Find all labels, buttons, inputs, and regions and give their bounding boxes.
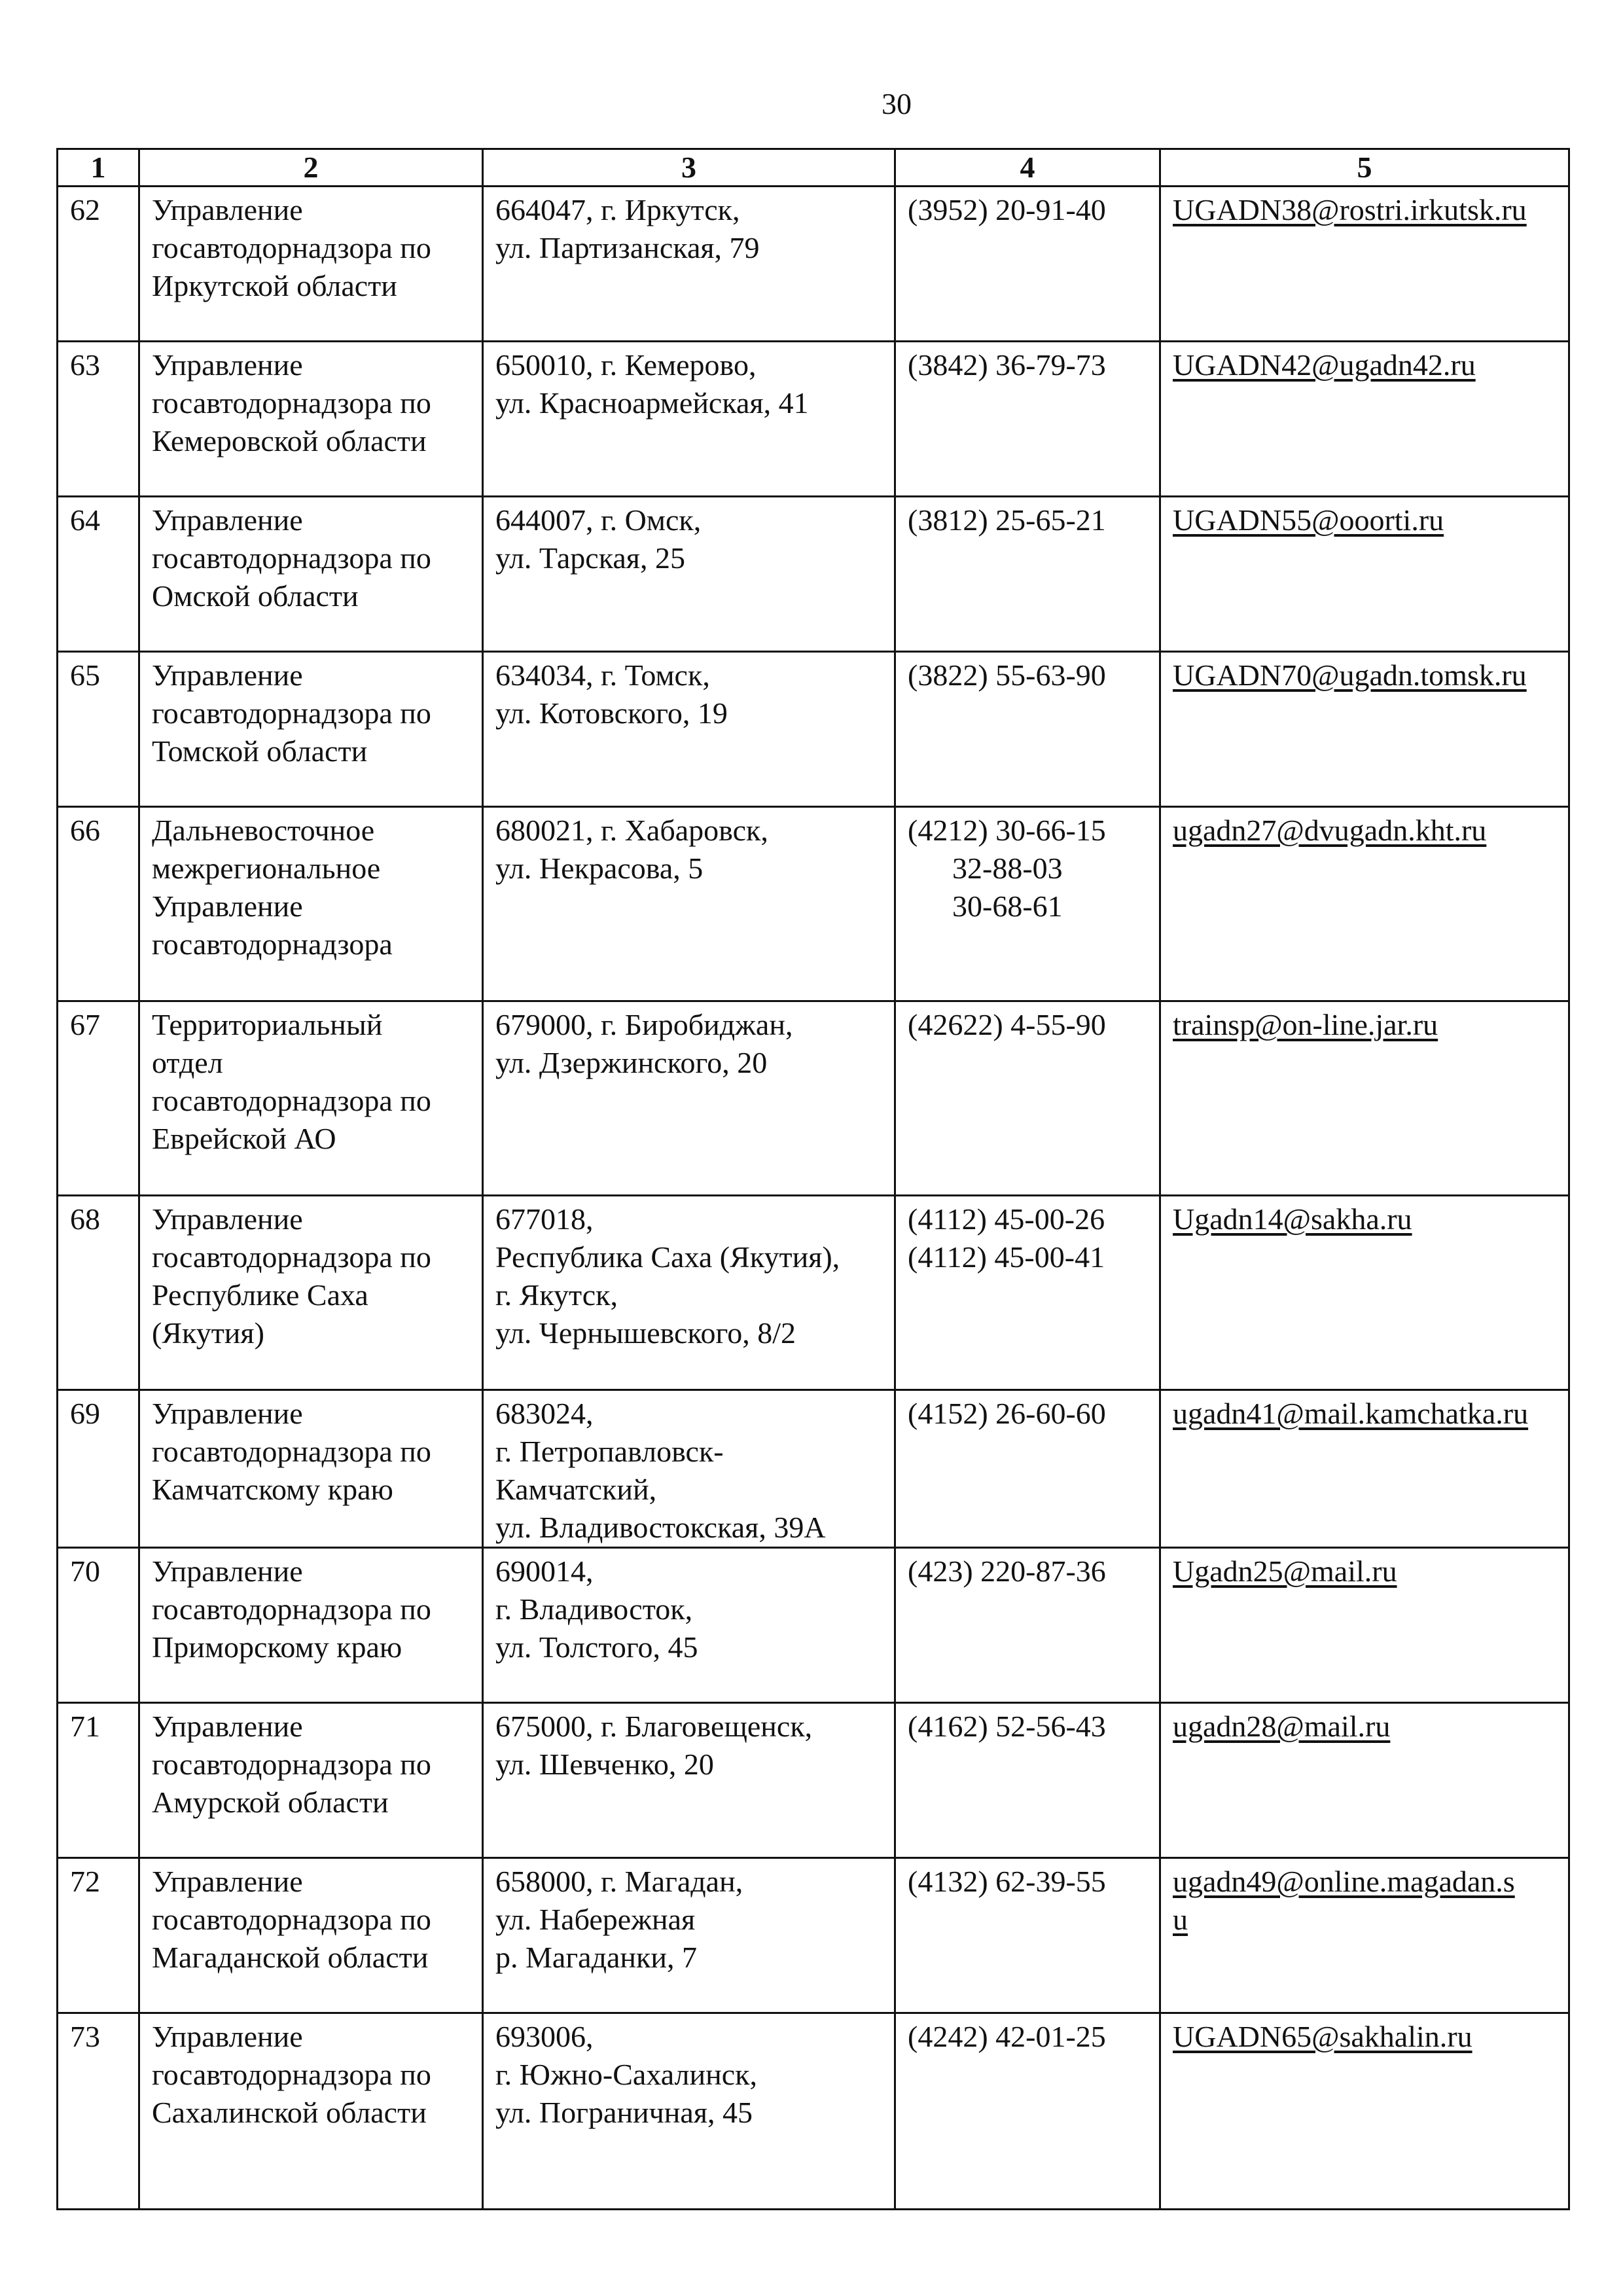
- address-cell: [483, 187, 895, 342]
- table-row: [58, 1196, 1569, 1390]
- organization-line: Управление: [152, 1710, 303, 1743]
- organization-line: Кемеровской области: [152, 424, 427, 457]
- organization-line: Управление: [152, 348, 303, 382]
- address-cell: [483, 652, 895, 807]
- phone-line: (42622) 4-55-90: [908, 1008, 1106, 1041]
- address-line: ул. Дзержинского, 20: [495, 1046, 768, 1079]
- email-cell: [1160, 807, 1569, 1001]
- address-line: ул. Тарская, 25: [495, 541, 685, 575]
- organization-line: госавтодорнадзора по: [152, 231, 431, 264]
- email-cell: [1160, 1703, 1569, 1858]
- address-cell: [483, 1196, 895, 1390]
- phone-line: 32-88-03: [952, 852, 1063, 885]
- phone-cell: [895, 187, 1160, 342]
- organization-line: отдел: [152, 1046, 223, 1079]
- phone-line: (4242) 42-01-25: [908, 2020, 1106, 2053]
- address-line: ул. Некрасова, 5: [495, 852, 704, 885]
- phone-line: (4212) 30-66-15: [908, 814, 1106, 847]
- page-number: 30: [882, 87, 912, 120]
- organization-line: госавтодорнадзора по: [152, 1903, 431, 1936]
- row-number: 63: [58, 342, 139, 497]
- row-number: 66: [58, 807, 139, 1001]
- organization-line: Камчатскому краю: [152, 1473, 393, 1506]
- organization-line: Республике Саха: [152, 1278, 368, 1312]
- table-row: [58, 187, 1569, 342]
- address-line: г. Петропавловск-: [495, 1435, 724, 1468]
- address-line: 679000, г. Биробиджан,: [495, 1008, 793, 1041]
- table-row: [58, 1390, 1569, 1548]
- organization-line: госавтодорнадзора: [152, 927, 393, 961]
- organization-line: госавтодорнадзора по: [152, 386, 431, 420]
- header-row: [58, 149, 1569, 187]
- address-cell: [483, 1548, 895, 1703]
- table-row: [58, 342, 1569, 497]
- row-number: 68: [58, 1196, 139, 1390]
- organization-line: Магаданской области: [152, 1941, 429, 1974]
- row-number: 69: [58, 1390, 139, 1548]
- organization-line: Управление: [152, 1865, 303, 1898]
- contacts-table: [56, 148, 1570, 2210]
- organization-line: Управление: [152, 503, 303, 537]
- header-col-4: 4: [895, 149, 1160, 187]
- phone-line: (423) 220-87-36: [908, 1554, 1106, 1588]
- email-cell: [1160, 652, 1569, 807]
- address-line: г. Южно-Сахалинск,: [495, 2058, 758, 2091]
- table-body: [58, 187, 1569, 2210]
- table-row: [58, 1001, 1569, 1196]
- organization-line: Амурской области: [152, 1785, 389, 1819]
- row-number: 71: [58, 1703, 139, 1858]
- organization-cell: [139, 1390, 483, 1548]
- organization-line: Сахалинской области: [152, 2096, 427, 2129]
- email-link[interactable]: ugadn27@dvugadn.kht.ru: [1173, 814, 1487, 847]
- organization-line: госавтодорнадзора по: [152, 1435, 431, 1468]
- address-line: 683024,: [495, 1397, 594, 1430]
- address-line: ул. Котовского, 19: [495, 696, 728, 730]
- email-cell: [1160, 1001, 1569, 1196]
- email-link[interactable]: UGADN70@ugadn.tomsk.ru: [1173, 658, 1527, 692]
- organization-cell: [139, 807, 483, 1001]
- organization-cell: [139, 652, 483, 807]
- email-link[interactable]: UGADN55@ooorti.ru: [1173, 503, 1444, 537]
- organization-line: госавтодорнадзора по: [152, 541, 431, 575]
- address-line: ул. Пограничная, 45: [495, 2096, 753, 2129]
- header-col-1: 1: [58, 149, 139, 187]
- row-number: 72: [58, 1858, 139, 2013]
- phone-line: (3842) 36-79-73: [908, 348, 1106, 382]
- email-cell: [1160, 1390, 1569, 1548]
- address-line: 693006,: [495, 2020, 594, 2053]
- phone-cell: [895, 1196, 1160, 1390]
- email-link[interactable]: Ugadn14@sakha.ru: [1173, 1202, 1412, 1236]
- address-line: ул. Владивостокская, 39А: [495, 1511, 826, 1544]
- row-number: 64: [58, 497, 139, 652]
- organization-line: Приморскому краю: [152, 1630, 402, 1664]
- address-cell: [483, 497, 895, 652]
- email-cell: [1160, 1858, 1569, 2013]
- email-cell: [1160, 187, 1569, 342]
- email-cell: [1160, 342, 1569, 497]
- phone-cell: [895, 1390, 1160, 1548]
- email-link[interactable]: ugadn49@online.magadan.s: [1173, 1865, 1515, 1898]
- email-cell: [1160, 1548, 1569, 1703]
- email-link[interactable]: ugadn28@mail.ru: [1173, 1710, 1391, 1743]
- organization-cell: [139, 1858, 483, 2013]
- phone-line: (3822) 55-63-90: [908, 658, 1106, 692]
- phone-cell: [895, 1858, 1160, 2013]
- organization-line: Управление: [152, 1202, 303, 1236]
- organization-cell: [139, 2013, 483, 2210]
- phone-cell: [895, 1001, 1160, 1196]
- table-row: [58, 1858, 1569, 2013]
- organization-line: госавтодорнадзора по: [152, 1084, 431, 1117]
- organization-line: (Якутия): [152, 1316, 264, 1350]
- row-number: 70: [58, 1548, 139, 1703]
- email-link[interactable]: Ugadn25@mail.ru: [1173, 1554, 1397, 1588]
- email-cell: [1160, 1196, 1569, 1390]
- organization-line: Омской области: [152, 579, 359, 613]
- phone-line: (4162) 52-56-43: [908, 1710, 1106, 1743]
- phone-cell: [895, 2013, 1160, 2210]
- header-col-3: 3: [483, 149, 895, 187]
- organization-line: госавтодорнадзора по: [152, 1592, 431, 1626]
- organization-line: госавтодорнадзора по: [152, 1240, 431, 1274]
- address-line: 658000, г. Магадан,: [495, 1865, 743, 1898]
- phone-line: (4112) 45-00-41: [908, 1240, 1105, 1274]
- phone-cell: [895, 342, 1160, 497]
- organization-line: Дальневосточное: [152, 814, 375, 847]
- organization-cell: [139, 1001, 483, 1196]
- email-cell: [1160, 497, 1569, 652]
- email-link[interactable]: UGADN65@sakhalin.ru: [1173, 2020, 1472, 2053]
- organization-line: Управление: [152, 658, 303, 692]
- phone-cell: [895, 652, 1160, 807]
- address-line: ул. Толстого, 45: [495, 1630, 698, 1664]
- email-cell: [1160, 2013, 1569, 2210]
- email-link[interactable]: UGADN38@rostri.irkutsk.ru: [1173, 193, 1527, 226]
- address-line: Камчатский,: [495, 1473, 657, 1506]
- address-line: ул. Партизанская, 79: [495, 231, 760, 264]
- address-line: 677018,: [495, 1202, 594, 1236]
- phone-line: (3812) 25-65-21: [908, 503, 1106, 537]
- phone-cell: [895, 807, 1160, 1001]
- organization-line: Управление: [152, 1554, 303, 1588]
- organization-line: госавтодорнадзора по: [152, 1748, 431, 1781]
- address-line: 675000, г. Благовещенск,: [495, 1710, 813, 1743]
- phone-cell: [895, 1703, 1160, 1858]
- phone-line: (4152) 26-60-60: [908, 1397, 1106, 1430]
- address-line: 664047, г. Иркутск,: [495, 193, 740, 226]
- organization-line: госавтодорнадзора по: [152, 2058, 431, 2091]
- header-col-5: 5: [1160, 149, 1569, 187]
- organization-cell: [139, 187, 483, 342]
- table-row: [58, 652, 1569, 807]
- phone-cell: [895, 497, 1160, 652]
- address-cell: [483, 1390, 895, 1548]
- address-line: г. Якутск,: [495, 1278, 618, 1312]
- phone-line: (3952) 20-91-40: [908, 193, 1106, 226]
- phone-line: 30-68-61: [952, 889, 1063, 923]
- email-link[interactable]: UGADN42@ugadn42.ru: [1173, 348, 1476, 382]
- address-line: 690014,: [495, 1554, 594, 1588]
- address-cell: [483, 1858, 895, 2013]
- row-number: 67: [58, 1001, 139, 1196]
- phone-line: (4112) 45-00-26: [908, 1202, 1105, 1236]
- email-link[interactable]: ugadn41@mail.kamchatka.ru: [1173, 1397, 1529, 1430]
- phone-line: (4132) 62-39-55: [908, 1865, 1106, 1898]
- email-link[interactable]: trainsp@on-line.jar.ru: [1173, 1008, 1438, 1041]
- row-number: 62: [58, 187, 139, 342]
- organization-line: Томской области: [152, 734, 368, 768]
- organization-line: Территориальный: [152, 1008, 383, 1041]
- address-cell: [483, 2013, 895, 2210]
- address-line: ул. Набережная: [495, 1903, 696, 1936]
- organization-line: Еврейской АО: [152, 1122, 336, 1155]
- organization-cell: [139, 1196, 483, 1390]
- address-cell: [483, 1001, 895, 1196]
- organization-line: Управление: [152, 193, 303, 226]
- email-link[interactable]: u: [1173, 1903, 1188, 1936]
- address-line: ул. Шевченко, 20: [495, 1748, 714, 1781]
- organization-line: Иркутской области: [152, 269, 397, 302]
- table-row: [58, 1703, 1569, 1858]
- organization-line: межрегиональное: [152, 852, 381, 885]
- table-row: [58, 497, 1569, 652]
- address-line: 644007, г. Омск,: [495, 503, 702, 537]
- address-line: Республика Саха (Якутия),: [495, 1240, 840, 1274]
- organization-line: госавтодорнадзора по: [152, 696, 431, 730]
- address-cell: [483, 807, 895, 1001]
- address-cell: [483, 342, 895, 497]
- row-number: 65: [58, 652, 139, 807]
- phone-cell: [895, 1548, 1160, 1703]
- address-line: ул. Чернышевского, 8/2: [495, 1316, 796, 1350]
- address-line: 634034, г. Томск,: [495, 658, 710, 692]
- address-line: г. Владивосток,: [495, 1592, 693, 1626]
- organization-cell: [139, 342, 483, 497]
- organization-cell: [139, 1548, 483, 1703]
- table-row: [58, 807, 1569, 1001]
- organization-line: Управление: [152, 889, 303, 923]
- table-row: [58, 1548, 1569, 1703]
- address-line: р. Магаданки, 7: [495, 1941, 698, 1974]
- row-number: 73: [58, 2013, 139, 2210]
- table-row: [58, 2013, 1569, 2210]
- header-col-2: 2: [139, 149, 483, 187]
- organization-cell: [139, 497, 483, 652]
- address-cell: [483, 1703, 895, 1858]
- address-line: ул. Красноармейская, 41: [495, 386, 809, 420]
- organization-line: Управление: [152, 1397, 303, 1430]
- address-line: 650010, г. Кемерово,: [495, 348, 757, 382]
- organization-line: Управление: [152, 2020, 303, 2053]
- address-line: 680021, г. Хабаровск,: [495, 814, 768, 847]
- organization-cell: [139, 1703, 483, 1858]
